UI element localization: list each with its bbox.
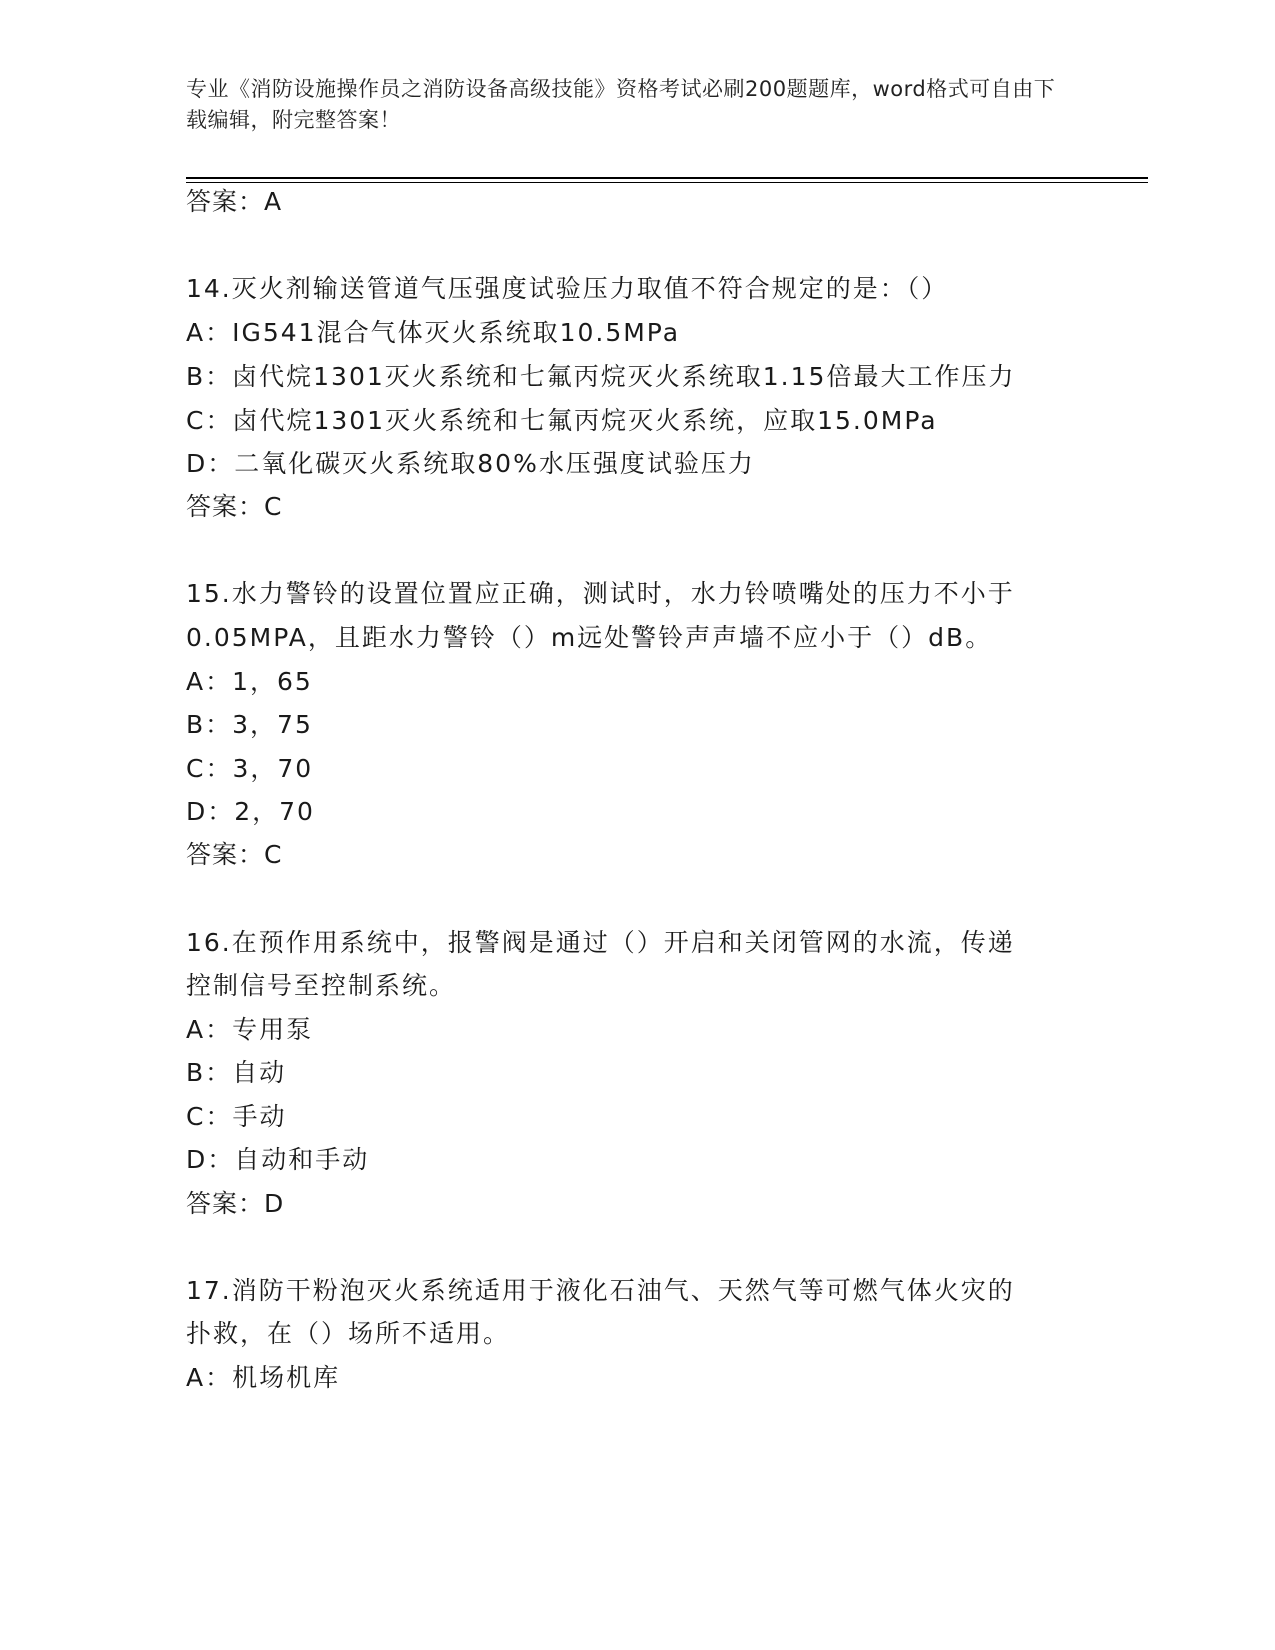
option-a: A：机场机库: [186, 1363, 341, 1392]
option-d: D：二氧化碳灭火系统取80%水压强度试验压力: [186, 449, 755, 478]
question-text: 17.消防干粉泡灭火系统适用于液化石油气、天然气等可燃气体火灾的: [186, 1276, 1015, 1305]
answer-line: 答案：C: [186, 840, 283, 869]
option-c: C：手动: [186, 1102, 287, 1131]
document-header: 专业《消防设施操作员之消防设备高级技能》资格考试必刷200题题库，word格式可自由下载编辑，附完整答案！: [186, 77, 1056, 132]
header-rule-thin: [186, 182, 1148, 183]
option-b: B：卤代烷1301灭火系统和七氟丙烷灭火系统取1.15倍最大工作压力: [186, 362, 1016, 391]
option-a: A：IG541混合气体灭火系统取10.5MPa: [186, 318, 681, 347]
answer-line: 答案：D: [186, 1189, 285, 1218]
question-text: 控制信号至控制系统。: [186, 971, 457, 1000]
question-text: 15.水力警铃的设置位置应正确，测试时，水力铃喷嘴处的压力不小于: [186, 579, 1015, 608]
option-b: B：3，75: [186, 710, 313, 739]
option-d: D：自动和手动: [186, 1145, 370, 1174]
option-c: C：卤代烷1301灭火系统和七氟丙烷灭火系统，应取15.0MPa: [186, 406, 938, 435]
option-d: D：2，70: [186, 797, 315, 826]
question-text: 扑救，在（）场所不适用。: [186, 1319, 511, 1348]
question-text: 0.05MPA，且距水力警铃（）m远处警铃声声墙不应小于（）dB。: [186, 623, 993, 652]
option-a: A：1，65: [186, 667, 313, 696]
option-b: B：自动: [186, 1058, 287, 1087]
option-a: A：专用泵: [186, 1015, 314, 1044]
answer-line: 答案：A: [186, 187, 283, 216]
question-text: 16.在预作用系统中，报警阀是通过（）开启和关闭管网的水流，传递: [186, 928, 1015, 957]
option-c: C：3，70: [186, 754, 314, 783]
question-text: 14.灭火剂输送管道气压强度试验压力取值不符合规定的是：（）: [186, 274, 949, 303]
answer-line: 答案：C: [186, 492, 283, 521]
header-rule-thick: [186, 177, 1148, 179]
